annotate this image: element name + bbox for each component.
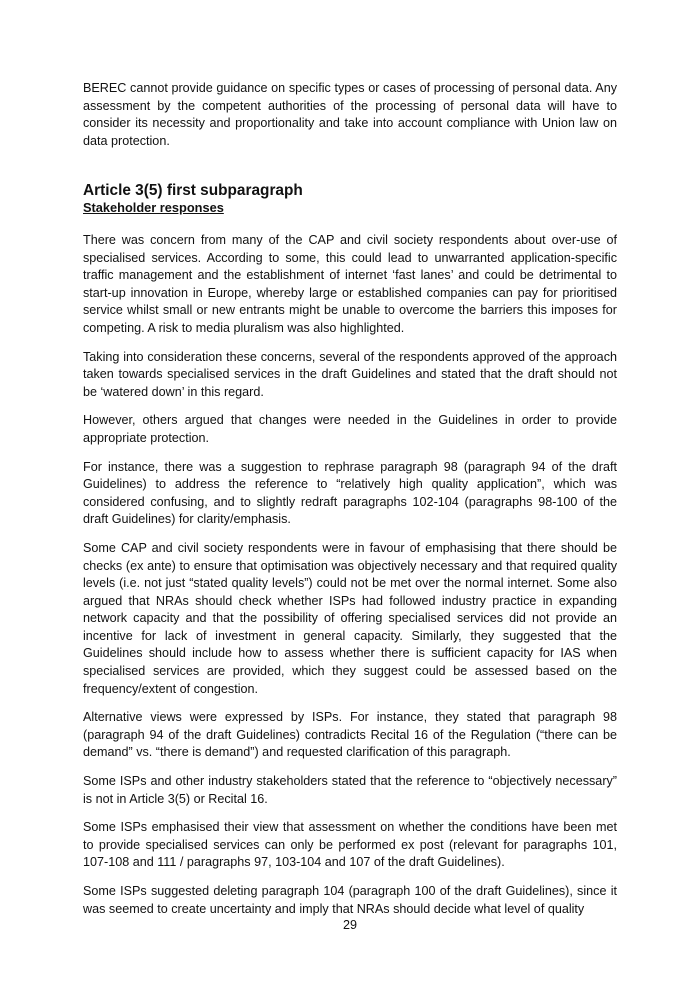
page-number: 29 (342, 918, 357, 932)
intro-paragraph: BEREC cannot provide guidance on specific types or cases of processing of personal data. Any assessment by the competent authorities of the processing of personal data will have to consider its necessity and proportionality and take into account compliance with Union law on data protection. (83, 81, 617, 148)
paragraph: Taking into consideration these concerns, several of the respondents approved of the approach taken towards specialised services in the draft Guidelines and stated that the draft should not be ‘watered down’ in this regard. (83, 349, 617, 399)
paragraph: Some ISPs and other industry stakeholders stated that the reference to “objectively necessary” is not in Article 3(5) or Recital 16. (83, 774, 617, 806)
paragraph: Some CAP and civil society respondents were in favour of emphasising that there should be checks (ex ante) to ensure that optimisation was objectively necessary and that required quality levels (i.e. not just “stated quality levels”) could not be met over the normal internet. Some also argued that NRAs should check whether ISPs had followed industry practice in expanding network capacity and that the possibility of offering specialised services did not provide an incentive for lack of investment in general capacity. Similarly, they suggested that the Guidelines should include how to assess whether there is sufficient capacity for IAS when specialised services are provided, which they suggest could be assessed based on the frequency/extent of congestion. (83, 540, 617, 696)
section-subheading: Stakeholder responses (83, 200, 224, 215)
paragraph: There was concern from many of the CAP and civil society respondents about over-use of specialised services. According to some, this could lead to unwarranted application-specific traffic management and the establishment of internet ‘fast lanes’ and could be detrimental to start-up innovation in Europe, whereby large or established companies can pay for prioritised service whilst small or new entrants might be unable to overcome the barriers this imposes for competing. A risk to media pluralism was also highlighted. (83, 233, 617, 335)
paragraph: For instance, there was a suggestion to rephrase paragraph 98 (paragraph 94 of the draft Guidelines) to address the reference to “relatively high quality application”, which was considered confusing, and to slightly redraft paragraphs 102-104 (paragraphs 98-100 of the draft Guidelines) for clarity/emphasis. (83, 459, 617, 527)
paragraph: Some ISPs suggested deleting paragraph 104 (paragraph 100 of the draft Guidelines), since it was seemed to create uncertainty and imply that NRAs should decide what level of quality (83, 884, 617, 916)
section-header (83, 181, 617, 229)
paragraph: Alternative views were expressed by ISPs. For instance, they stated that paragraph 98 (paragraph 94 of the draft Guidelines) contradicts Recital 16 of the Regulation (“there can be demand” vs. “there is demand”) and requested clarification of this paragraph. (83, 710, 617, 760)
paragraph: Some ISPs emphasised their view that assessment on whether the conditions have been met to provide specialised services can only be performed ex post (relevant for paragraphs 101, 107-108 and 111 / paragraphs 97, 103-104 and 107 of the draft Guidelines). (83, 820, 617, 870)
section-heading: Article 3(5) first subparagraph (83, 182, 303, 199)
section-body (83, 232, 617, 929)
paragraph: However, others argued that changes were needed in the Guidelines in order to provide appropriate protection. (83, 413, 617, 445)
intro-block (83, 80, 617, 161)
